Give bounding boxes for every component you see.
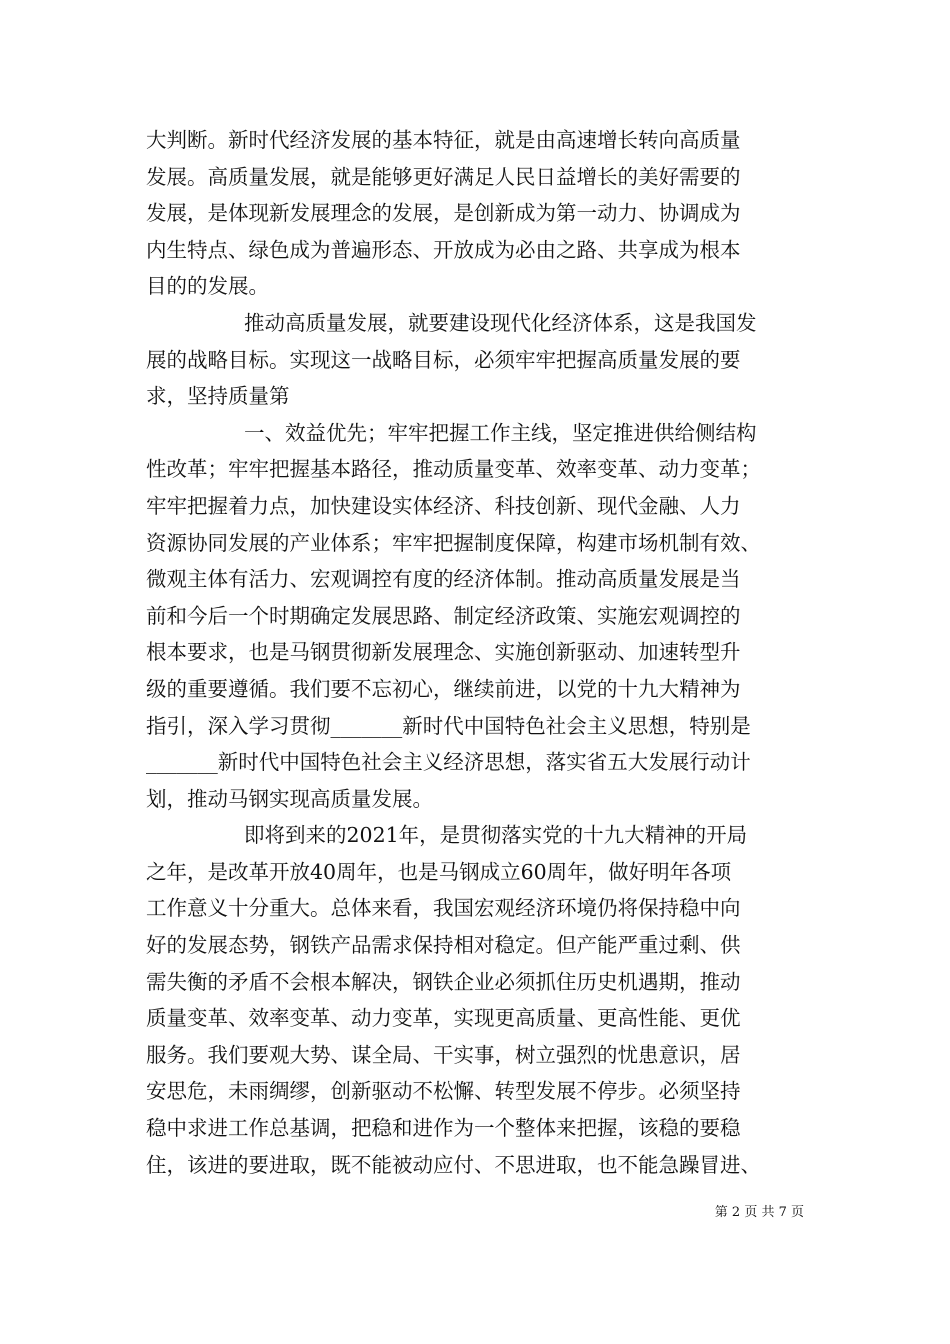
text-line: 根本要求，也是马钢贯彻新发展理念、实施创新驱动、加速转型升 bbox=[146, 640, 741, 665]
text-line: 展的战略目标。实现这一战略目标，必须牢牢把握高质量发展的要 bbox=[146, 347, 741, 372]
text-line: 资源协同发展的产业体系；牢牢把握制度保障，构建市场机制有效、 bbox=[146, 530, 761, 555]
text-line: 服务。我们要观大势、谋全局、干实事，树立强烈的忧患意识，居 bbox=[146, 1042, 741, 1067]
text-line: 指引，深入学习贯彻_______新时代中国特色社会主义思想，特别是 bbox=[146, 713, 751, 738]
text-line: 前和今后一个时期确定发展思路、制定经济政策、实施宏观调控的 bbox=[146, 603, 741, 628]
text-line: 质量变革、效率变革、动力变革，实现更高质量、更高性能、更优 bbox=[146, 1006, 741, 1031]
text-line: 大判断。新时代经济发展的基本特征，就是由高速增长转向高质量 bbox=[146, 128, 741, 152]
text-line: 即将到来的2021年，是贯彻落实党的十九大精神的开局 bbox=[244, 823, 748, 848]
text-line: 级的重要遵循。我们要不忘初心，继续前进，以党的十九大精神为 bbox=[146, 676, 741, 701]
text-line: 住，该进的要进取，既不能被动应付、不思进取，也不能急躁冒进、 bbox=[146, 1152, 761, 1177]
text-line: 之年，是改革开放40周年，也是马钢成立60周年，做好明年各项 bbox=[146, 859, 732, 884]
text-line: _______新时代中国特色社会主义经济思想，落实省五大发展行动计 bbox=[146, 750, 751, 775]
text-line: 好的发展态势，钢铁产品需求保持相对稳定。但产能严重过剩、供 bbox=[146, 933, 741, 958]
body-text bbox=[146, 122, 822, 1183]
text-line: 一、效益优先；牢牢把握工作主线，坚定推进供给侧结构 bbox=[244, 420, 757, 445]
text-line: 稳中求进工作总基调，把稳和进作为一个整体来把握，该稳的要稳 bbox=[146, 1116, 741, 1141]
text-line: 内生特点、绿色成为普遍形态、开放成为必由之路、共享成为根本 bbox=[146, 237, 741, 262]
text-line: 发展。高质量发展，就是能够更好满足人民日益增长的美好需要的 bbox=[146, 164, 741, 189]
text-line: 划，推动马钢实现高质量发展。 bbox=[146, 786, 433, 811]
text-line: 安思危，未雨绸缪，创新驱动不松懈、转型发展不停步。必须坚持 bbox=[146, 1079, 741, 1104]
text-line: 微观主体有活力、宏观调控有度的经济体制。推动高质量发展是当 bbox=[146, 567, 741, 592]
text-line: 推动高质量发展，就要建设现代化经济体系，这是我国发 bbox=[244, 310, 757, 335]
text-line: 性改革；牢牢把握基本路径，推动质量变革、效率变革、动力变革； bbox=[146, 457, 761, 482]
text-line: 工作意义十分重大。总体来看，我国宏观经济环境仍将保持稳中向 bbox=[146, 896, 741, 921]
page-number: 第 2 页 共 7 页 bbox=[714, 1205, 804, 1220]
text-line: 发展，是体现新发展理念的发展，是创新成为第一动力、协调成为 bbox=[146, 201, 741, 226]
text-line: 求，坚持质量第 bbox=[146, 384, 290, 409]
text-line: 牢牢把握着力点，加快建设实体经济、科技创新、现代金融、人力 bbox=[146, 493, 741, 518]
text-line: 目的的发展。 bbox=[146, 274, 269, 299]
text-line: 需失衡的矛盾不会根本解决，钢铁企业必须抓住历史机遇期，推动 bbox=[146, 969, 741, 994]
